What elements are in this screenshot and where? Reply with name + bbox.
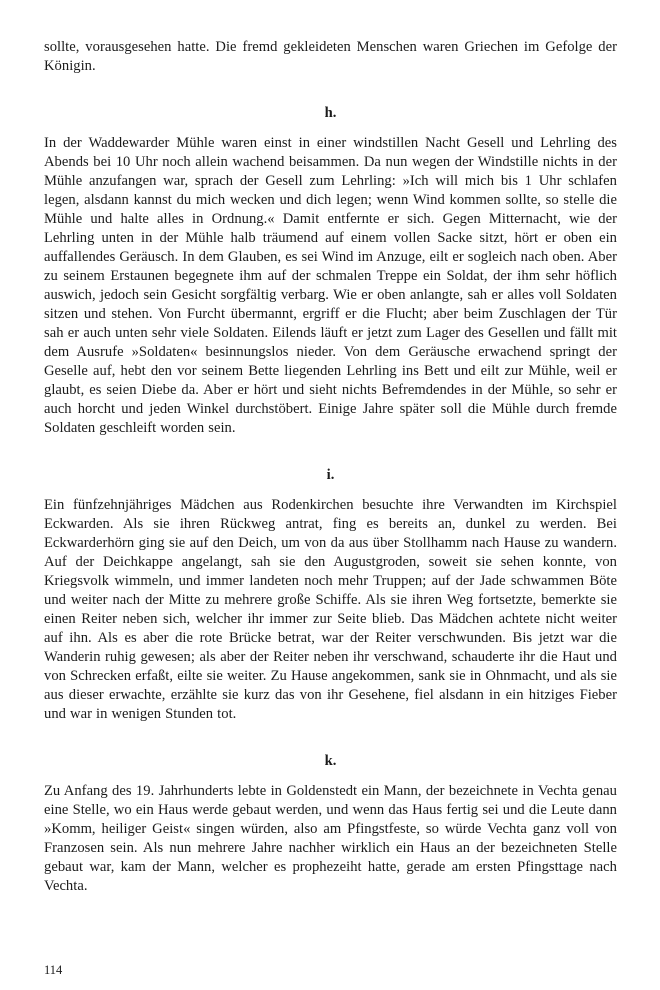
intro-paragraph: sollte, vorausgesehen hatte. Die fremd gekleideten Menschen waren Griechen im Gefolge der Königin. <box>44 39 617 74</box>
section-heading-h: h. <box>324 105 337 121</box>
section-k-paragraph: Zu Anfang des 19. Jahrhunderts lebte in Goldenstedt ein Mann, der bezeichnete in Vechta genau eine Stelle, wo ein Haus werde gebaut werden, und wenn das Haus fertig sei und die Leute dann »Komm, heiliger Geist« singen würden, also am Pfingstfeste, so würde Vechta ganz voll von Franzosen sein. Als nun mehrere Jahre nachher wirklich ein Haus an der bezeichneten Stelle gebaut war, kam der Mann, welcher es prophezeiht hatte, gerade am ersten Pfingsttage nach Vechta. <box>44 783 617 894</box>
section-heading-i: i. <box>326 467 335 483</box>
section-h-paragraph: In der Waddewarder Mühle waren einst in einer windstillen Nacht Gesell und Lehrling des Abends bei 10 Uhr noch allein wachend beisammen. Da nun wegen der Windstille nichts in der Mühle anzufangen war, sprach der Gesell zum Lehrling: »Ich will mich bis 1 Uhr schlafen legen, alsdann kannst du mich wecken und dich legen; wenn Wind kommen sollte, so stelle die Mühle und halte alles in Ordnung.« Damit entfernte er sich. Gegen Mitternacht, wie der Lehrling unten in der Mühle halb träumend auf einem vollen Sacke sitzt, hört er oben ein auffallendes Geräusch. In dem Glauben, es sei Wind im Anzuge, eilt er sogleich nach oben. Aber zu seinem Erstaunen begegnete ihm auf der schmalen Treppe ein Soldat, der ihm sehr höflich auswich, jedoch sein Gesicht sorgfältig verbarg. Wie er oben anlangte, sah er alles voll Soldaten sitzen und stehen. Von Furcht übermannt, ergriff er die Flucht; aber beim Zuschlagen der Tür sah er auch unten sehr viele Soldaten. Eilends läuft er jetzt zum Lager des Gesellen und fällt mit dem Ausrufe »Soldaten« besinnungslos nieder. Von dem Geräusche erwachend springt der Geselle auf, hebt den vor seinem Bette liegenden Lehrling ins Bett und eilt zur Mühle, weil er glaubt, es seien Diebe da. Aber er hört und sieht nichts Befremdendes in der Mühle, so sehr er auch horcht und jeden Winkel durchstöbert. Einige Jahre später soll die Mühle durch fremde Soldaten geschleift worden sein. <box>44 135 617 436</box>
section-i-paragraph: Ein fünfzehnjähriges Mädchen aus Rodenkirchen besuchte ihre Verwandten im Kirchspiel Eckwarden. Als sie ihren Rückweg antrat, fing es bereits an, dunkel zu werden. Bei Eckwarderhörn ging sie auf den Deich, um von da aus über Stollhamm nach Hause zu wandern. Auf der Deichkappe angelangt, sah sie den Augustgroden, soweit sie sehen konnte, von Kriegsvolk wimmeln, und immer landeten noch mehr Truppen; auf der Jade schwammen Böte und weiter nach der Mitte zu mehrere große Schiffe. Als sie ihren Weg fortsetzte, bemerkte sie einen Reiter neben sich, welcher ihr immer zur Seite blieb. Das Mädchen achtete nicht weiter auf ihn. Als es aber die rote Brücke betrat, war der Reiter verschwunden. Bis jetzt war die Wanderin ruhig gewesen; als aber der Reiter neben ihr verschwand, schauderte ihr die Haut und von Schrecken erfaßt, eilte sie weiter. Zu Hause angekommen, sank sie in Ohnmacht, und als sie aus dieser erwachte, erzählte sie kurz das von ihr Gesehene, fiel alsdann in ein hitziges Fieber und war in wenigen Stunden tot. <box>44 497 617 722</box>
section-heading-k: k. <box>324 753 337 769</box>
page-number: 114 <box>44 963 63 977</box>
